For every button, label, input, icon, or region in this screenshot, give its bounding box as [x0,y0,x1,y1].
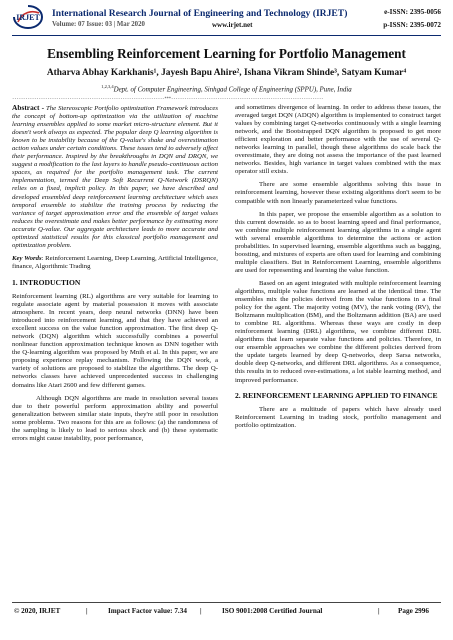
journal-website-link[interactable]: www.irjet.net [212,21,253,29]
footer-separator: | [378,607,380,615]
section-separator: ---------------------------------------------------------------------***--------------------------------------------------------------------- [12,96,324,100]
journal-name: International Research Journal of Engineering and Technology (IRJET) [52,8,348,19]
page-footer [12,607,441,619]
journal-volume: Volume: 07 Issue: 03 | Mar 2020 [52,21,145,28]
keywords-text: : Reinforcement Learning, Deep Learning, Artificial Intelligence, finance, Algorithmic Trading [12,254,218,270]
journal-header [0,0,453,36]
paper-affiliation [0,84,453,93]
right-column [235,104,441,570]
footer-iso: ISO 9001:2008 Certified Journal [222,607,323,615]
paper-title: Ensembling Reinforcement Learning for Portfolio Management [47,46,406,61]
footer-copyright: © 2020, IRJET [14,607,61,615]
irjet-logo-icon [12,4,44,30]
left-column [12,104,218,570]
body-paragraph-5: There are a multitude of papers which have already used Reinforcement Learning in trading stock, portfolio management and portfolio optimization. [235,405,441,429]
affiliation-marks: 1,2,3,4 [101,84,114,89]
keywords-label: Key Words [12,254,42,262]
paper-authors: Atharva Abhay Karkhanis¹, Jayesh Bapu Ahire², Ishana Vikram Shinde³, Satyam Kumar⁴ [46,68,407,78]
footer-separator: | [86,607,88,615]
e-issn: e-ISSN: 2395-0056 [384,8,441,16]
body-paragraph-2: There are some ensemble algorithms solving this issue in reinforcement learning, however these existing algorithms don't seem to be compatible with non linearly parameterized value functions. [235,181,441,205]
body-paragraph-4: Based on an agent integrated with multiple reinforcement learning algorithms, multiple value functions are learned at the identical time. The ensembles mix the policies derived from the value functions in a final policy for the agent. The majority voting (MV), the rank voting (RV), the Boltzmann multiplication (BM), and the Boltzmann addition (BA) are used to combine RL algorithms. Whereas these ways are costly in deep reinforcement learning (DRL) algorithms, we combine different DRL algorithms that learn separate value functions and policies. Therefore, in our ensemble approaches we combine the different policies derived from the update targets learned by deep Q-networks, deep Sarsa networks, double deep Q-networks, and different DRL algorithms. As a consequence, this results in to reduced over-estimations, a lot stable learning method, and improved performance. [235,279,441,384]
body-paragraph-3: In this paper, we propose the ensemble algorithm as a solution to this current downside. so as to boost learning speed and final performance, we combine multiple reinforcement learning algorithms in a single agent with several ensemble algorithms to determine the actions or action probabilities. In supervised learning, ensemble algorithms such as bagging, boosting, and mixtures of experts are often used for learning and combining multiple classifiers. But in Reinforcement Learning, ensemble algorithms are used for representing and learning the value function. [235,210,441,274]
footer-separator: | [200,607,202,615]
intro-paragraph-1: Reinforcement learning (RL) algorithms are very suitable for learning to regulate associate agent by material possession it moves with associate atmosphere. In recent years, deep neural networks (DNN) have been introduced into reinforcement learning, and that they have achieved an excellent success on the value function approximation. The first deep Q-network (DQN) algorithm which successfully combines a powerful nonlinear function approximation technique known as DNN together with the Q-learning algorithm was proposed by Mnih et al. In this paper, we are proposing experience replay mechanism. Following the DQN work, a variety of solutions are proposed to stabilize the algorithms. The deep Q-networks classes have achieved unprecedented success in challenging domains like Atari 2600 and few different games. [12,292,218,389]
intro-paragraph-2: Although DQN algorithms are made in resolution several issues due to their powerful perform approximation ability and powerful generalization between similar state inputs, they're still poor in resolution some problems. Two reasons for this are as follows: (a) the randomness of the sampling is likely to lead to serious shock and (b) these systematic errors might cause instability, poor performance, [12,394,218,442]
footer-divider [12,602,441,603]
logo-text: IRJET [16,13,40,22]
footer-page-number: Page 2996 [398,607,429,615]
keywords [12,255,218,271]
header-divider [12,35,441,36]
body-paragraph-1: and sometimes divergence of learning. In order to address these issues, the averaged target DQN (ADQN) algorithm is implemented to construct target values by combining target Q-networks continuously with a single learning network, and the Bootstrapped DQN algorithm is proposed to get more efficient exploration and better performance with the use of several Q-networks learning in parallel, though these algorithms do scale back the overestimate, they are doing not assess the importance of the past learned networks. Besides, high variance in target values combined with the max operator still exists. [235,104,441,176]
section-heading-introduction: 1. INTRODUCTION [12,277,81,287]
affiliation-text: Dept. of Computer Engineering, Sinhgad College of Engineering (SPPU), Pune, India [113,86,352,94]
p-issn: p-ISSN: 2395-0072 [383,21,441,29]
section-heading-rl-finance: 2. REINFORCEMENT LEARNING APPLIED TO FINANCE [235,390,438,400]
footer-impact-factor: Impact Factor value: 7.34 [108,607,187,615]
abstract-label: Abstract - [12,104,45,112]
abstract-text: The Stereoscopic Portfolio optimization Framework introduces the concept of bottom-up optimization via the utilization of machine learning ensembles applied to some market micro-structure element. But it doesn't work always as expected. The popular deep Q learning algorithm is known to be instability because of the Q-value's shake and overestimation action values under certain conditions. These issues tend to adversely affect their performance. Inspired by the breakthroughs in DQN and DRQN, we suggest a modification to the last layers to handle pseudo-continuous action spaces, as required for the portfolio management task. The current implementation, termed the Deep Soft Recurrent Q-Network (DSRQN) relies on a fixed, implicit policy. In this paper, we have described and developed ensembled deep reinforcement learning architecture which uses temporal ensemble to stabilize the training process by reducing the variance of target approximation error and the ensemble of target values reduces the overestimate and makes better performance by estimating more accurate Q-value. Our aggregate architecture leads to more accurate and optimized statistical results for this classical portfolio management and optimization problem. [12,105,218,249]
abstract [12,104,218,250]
